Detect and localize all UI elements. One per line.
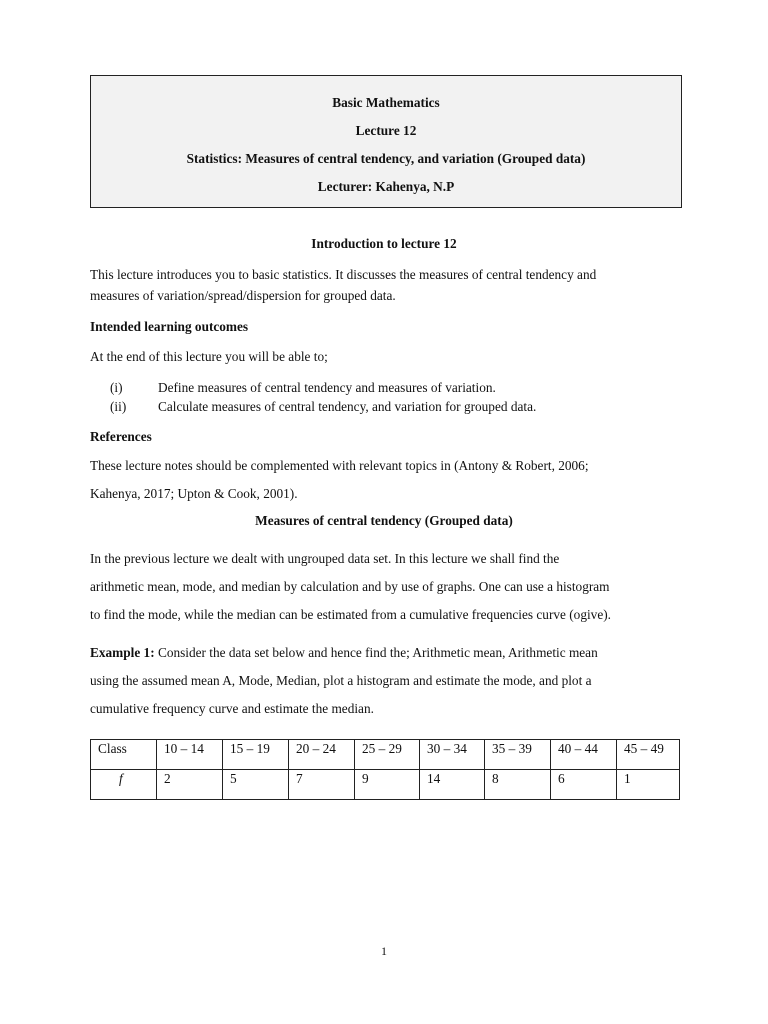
example-text-line-3: cumulative frequency curve and estimate the median. (90, 701, 374, 716)
frequency-table (90, 739, 680, 800)
references-text-line-2: Kahenya, 2017; Upton & Cook, 2001). (90, 486, 298, 501)
page-number: 1 (381, 944, 387, 958)
intro-text-line-1: This lecture introduces you to basic statistics. It discusses the measures of central tendency and (90, 267, 597, 282)
table-cell-class: 20 – 24 (289, 740, 355, 770)
section-text-line-2: arithmetic mean, mode, and median by calculation and by use of graphs. One can use a histogram (90, 579, 610, 594)
table-row-frequency (91, 770, 680, 800)
references-text-line-1: These lecture notes should be complemented with relevant topics in (Antony & Robert, 2006; (90, 458, 589, 473)
example-text-line-2: using the assumed mean A, Mode, Median, plot a histogram and estimate the mode, and plot a (90, 673, 592, 688)
table-row-header: Class (91, 740, 157, 770)
intro-text-line-2: measures of variation/spread/dispersion for grouped data. (90, 288, 396, 303)
outcome-item-text: Define measures of central tendency and measures of variation. (158, 380, 496, 395)
intro-heading: Introduction to lecture 12 (311, 236, 457, 251)
table-cell-frequency: 1 (617, 770, 680, 800)
table-cell-frequency: 6 (551, 770, 617, 800)
outcome-item-text: Calculate measures of central tendency, and variation for grouped data. (158, 399, 537, 414)
lecturer-name: Lecturer: Kahenya, N.P (317, 179, 455, 194)
example-text-line-1 (90, 645, 690, 662)
table-cell-frequency: 2 (157, 770, 223, 800)
outcomes-heading: Intended learning outcomes (90, 319, 249, 334)
table-cell-class: 40 – 44 (551, 740, 617, 770)
example-text: Consider the data set below and hence find the; Arithmetic mean, Arithmetic mean (154, 645, 598, 660)
section-heading: Measures of central tendency (Grouped data) (255, 513, 513, 528)
section-text-line-1: In the previous lecture we dealt with ungrouped data set. In this lecture we shall find the (90, 551, 560, 566)
outcome-item-number: (ii) (110, 399, 127, 414)
table-cell-class: 25 – 29 (355, 740, 420, 770)
table-cell-frequency: 8 (485, 770, 551, 800)
references-heading: References (90, 429, 152, 444)
lecture-number: Lecture 12 (355, 123, 417, 138)
table-cell-frequency: 7 (289, 770, 355, 800)
table-cell-class: 15 – 19 (223, 740, 289, 770)
outcomes-lead: At the end of this lecture you will be able to; (90, 349, 328, 364)
table-cell-frequency: 14 (420, 770, 485, 800)
table-row-class (91, 740, 680, 770)
table-cell-frequency: 9 (355, 770, 420, 800)
outcome-item-number: (i) (110, 380, 123, 395)
table-cell-frequency: 5 (223, 770, 289, 800)
course-title: Basic Mathematics (332, 95, 440, 110)
example-label: Example 1: (90, 645, 155, 660)
table-cell-class: 35 – 39 (485, 740, 551, 770)
table-cell-class: 45 – 49 (617, 740, 680, 770)
section-text-line-3: to find the mode, while the median can be estimated from a cumulative frequencies curve (ogive). (90, 607, 611, 622)
lecture-topic: Statistics: Measures of central tendency, and variation (Grouped data) (186, 151, 586, 166)
table-cell-class: 10 – 14 (157, 740, 223, 770)
lecture-header-box (90, 75, 682, 208)
table-row-header: f (91, 770, 157, 800)
table-cell-class: 30 – 34 (420, 740, 485, 770)
